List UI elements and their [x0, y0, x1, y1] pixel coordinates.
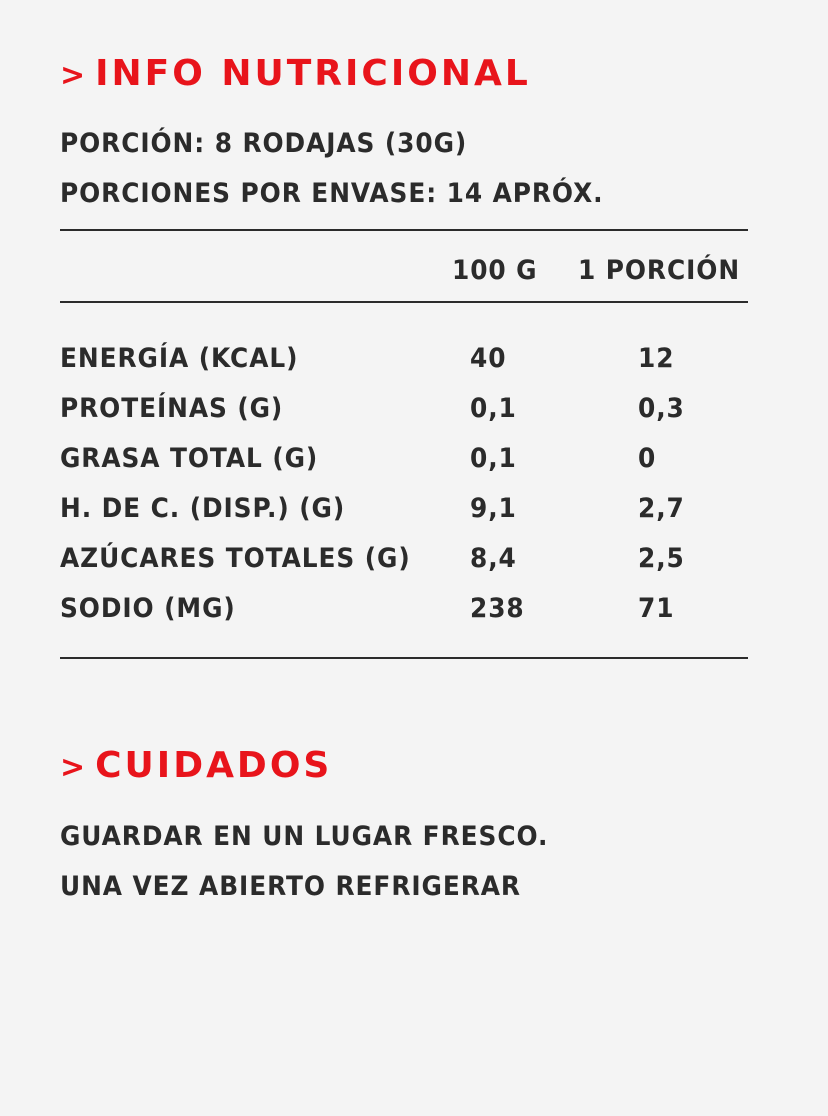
table-header-rule	[60, 301, 748, 303]
row-label: PROTEÍNAS (G)	[60, 393, 284, 424]
care-title	[60, 745, 333, 786]
row-value-serving: 71	[638, 593, 675, 624]
row-value-serving: 0,3	[638, 393, 685, 424]
servings-per-package: PORCIONES POR ENVASE: 14 APRÓX.	[60, 178, 604, 209]
table-top-rule	[60, 229, 748, 231]
row-value-100g: 238	[470, 593, 525, 624]
column-header-serving: 1 PORCIÓN	[578, 255, 741, 286]
row-value-serving: 0	[638, 443, 657, 474]
column-header-100g: 100 G	[452, 255, 538, 286]
row-value-100g: 40	[470, 343, 507, 374]
row-value-serving: 12	[638, 343, 675, 374]
row-value-serving: 2,5	[638, 543, 685, 574]
row-value-100g: 8,4	[470, 543, 517, 574]
row-value-100g: 0,1	[470, 443, 517, 474]
row-label: SODIO (MG)	[60, 593, 236, 624]
nutrition-title-text: INFO NUTRICIONAL	[95, 53, 531, 94]
care-title-text: CUIDADOS	[95, 745, 333, 786]
row-label: GRASA TOTAL (G)	[60, 443, 319, 474]
row-label: H. DE C. (DISP.) (G)	[60, 493, 346, 524]
nutrition-title	[60, 53, 531, 94]
chevron-right-icon: >	[60, 58, 86, 93]
care-line: GUARDAR EN UN LUGAR FRESCO.	[60, 821, 549, 852]
row-label: AZÚCARES TOTALES (G)	[60, 543, 411, 574]
row-value-serving: 2,7	[638, 493, 685, 524]
chevron-right-icon: >	[60, 750, 86, 785]
row-value-100g: 0,1	[470, 393, 517, 424]
table-bottom-rule	[60, 657, 748, 659]
serving-size: PORCIÓN: 8 RODAJAS (30G)	[60, 128, 468, 159]
row-value-100g: 9,1	[470, 493, 517, 524]
row-label: ENERGÍA (KCAL)	[60, 343, 299, 374]
care-line: UNA VEZ ABIERTO REFRIGERAR	[60, 871, 521, 902]
